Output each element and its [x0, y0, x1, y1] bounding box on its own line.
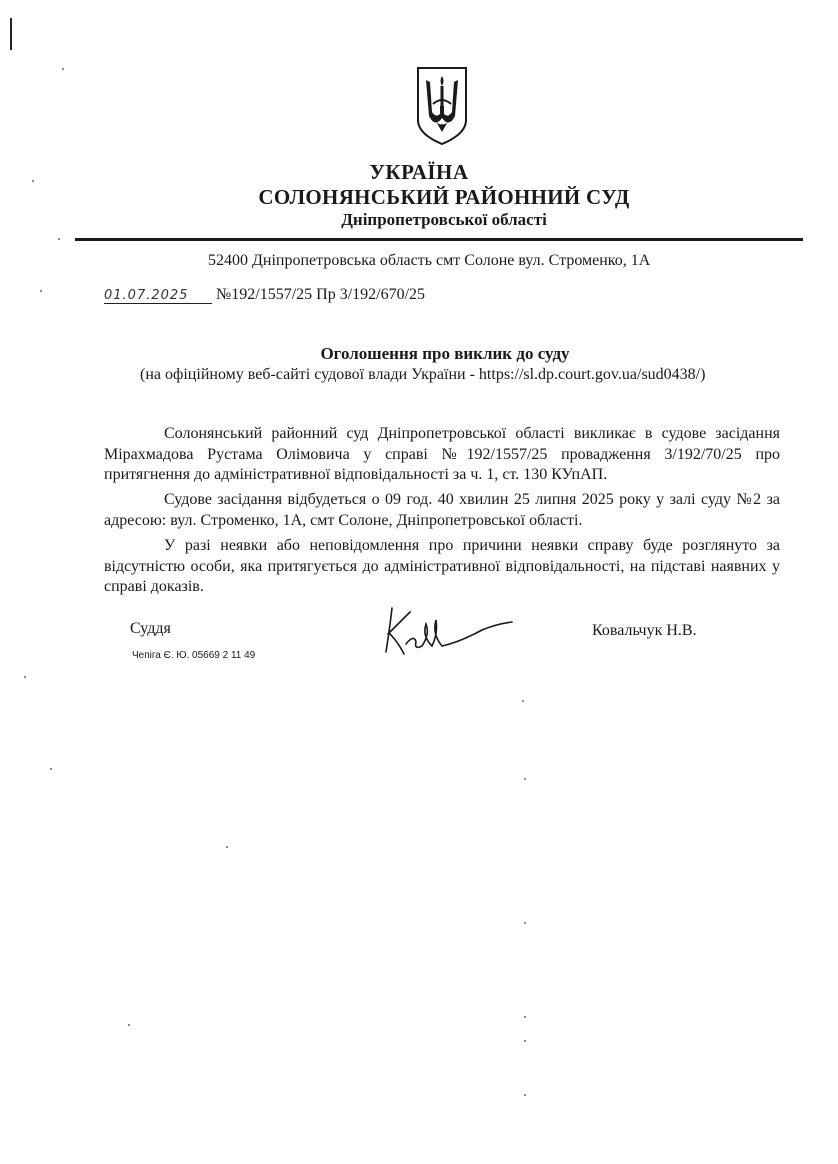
scan-speck	[24, 676, 26, 678]
body-paragraph: Судове засідання відбудеться о 09 год. 40 хвилин 25 липня 2025 року у залі суду №2 за адресою: вул. Строменко, 1А, смт Солоне, Дніпропетровської області.	[104, 491, 780, 529]
scan-speck	[524, 1016, 526, 1018]
notice-title: Оголошення про виклик до суду	[320, 344, 570, 363]
body-paragraph: У разі неявки або неповідомлення про причини неявки справу буде розглянуто за відсутністю особи, яка притягується до адміністративної відповідальності, на підставі наявних у справі доказів.	[104, 537, 780, 595]
scan-speck	[524, 1094, 526, 1096]
scan-speck	[62, 68, 64, 70]
reference-line	[104, 286, 425, 304]
scan-speck	[50, 768, 52, 770]
coat-of-arms-trident-icon	[415, 66, 469, 146]
judge-name: Ковальчук Н.В.	[592, 622, 697, 639]
notice-subtitle: (на офіційному веб-сайті судової влади України - https://sl.dp.court.gov.ua/sud0438/)	[140, 366, 706, 383]
handwritten-date: 01.07.2025	[104, 288, 212, 304]
handwritten-signature	[378, 600, 518, 662]
scan-speck	[128, 1024, 130, 1026]
scan-speck	[226, 846, 228, 848]
region-name: Дніпропетровської області	[341, 210, 547, 229]
scan-speck	[40, 290, 42, 292]
judge-label: Суддя	[130, 620, 171, 637]
header-divider	[75, 238, 803, 241]
scan-speck	[522, 700, 524, 702]
scan-speck	[524, 1040, 526, 1042]
body-paragraph: Солонянський районний суд Дніпропетровської області викликає в судове засідання Мірахмадова Рустама Олімовича у справі №192/1557/25 провадження 3/192/70/25 про притягнення до адміністративної відповідальності за ч. 1, ст. 130 КУпАП.	[104, 425, 780, 483]
court-address: 52400 Дніпропетровська область смт Солоне вул. Строменко, 1А	[208, 252, 651, 269]
scan-speck	[524, 778, 526, 780]
scan-edge-mark	[10, 18, 12, 50]
case-numbers: №192/1557/25 Пр 3/192/670/25	[216, 286, 426, 303]
executor-contact: Чепіга Є. Ю. 05669 2 11 49	[132, 650, 256, 661]
scan-speck	[58, 238, 60, 240]
country-name: УКРАЇНА	[369, 160, 469, 184]
court-name: СОЛОНЯНСЬКИЙ РАЙОННИЙ СУД	[258, 185, 630, 209]
scan-speck	[524, 922, 526, 924]
